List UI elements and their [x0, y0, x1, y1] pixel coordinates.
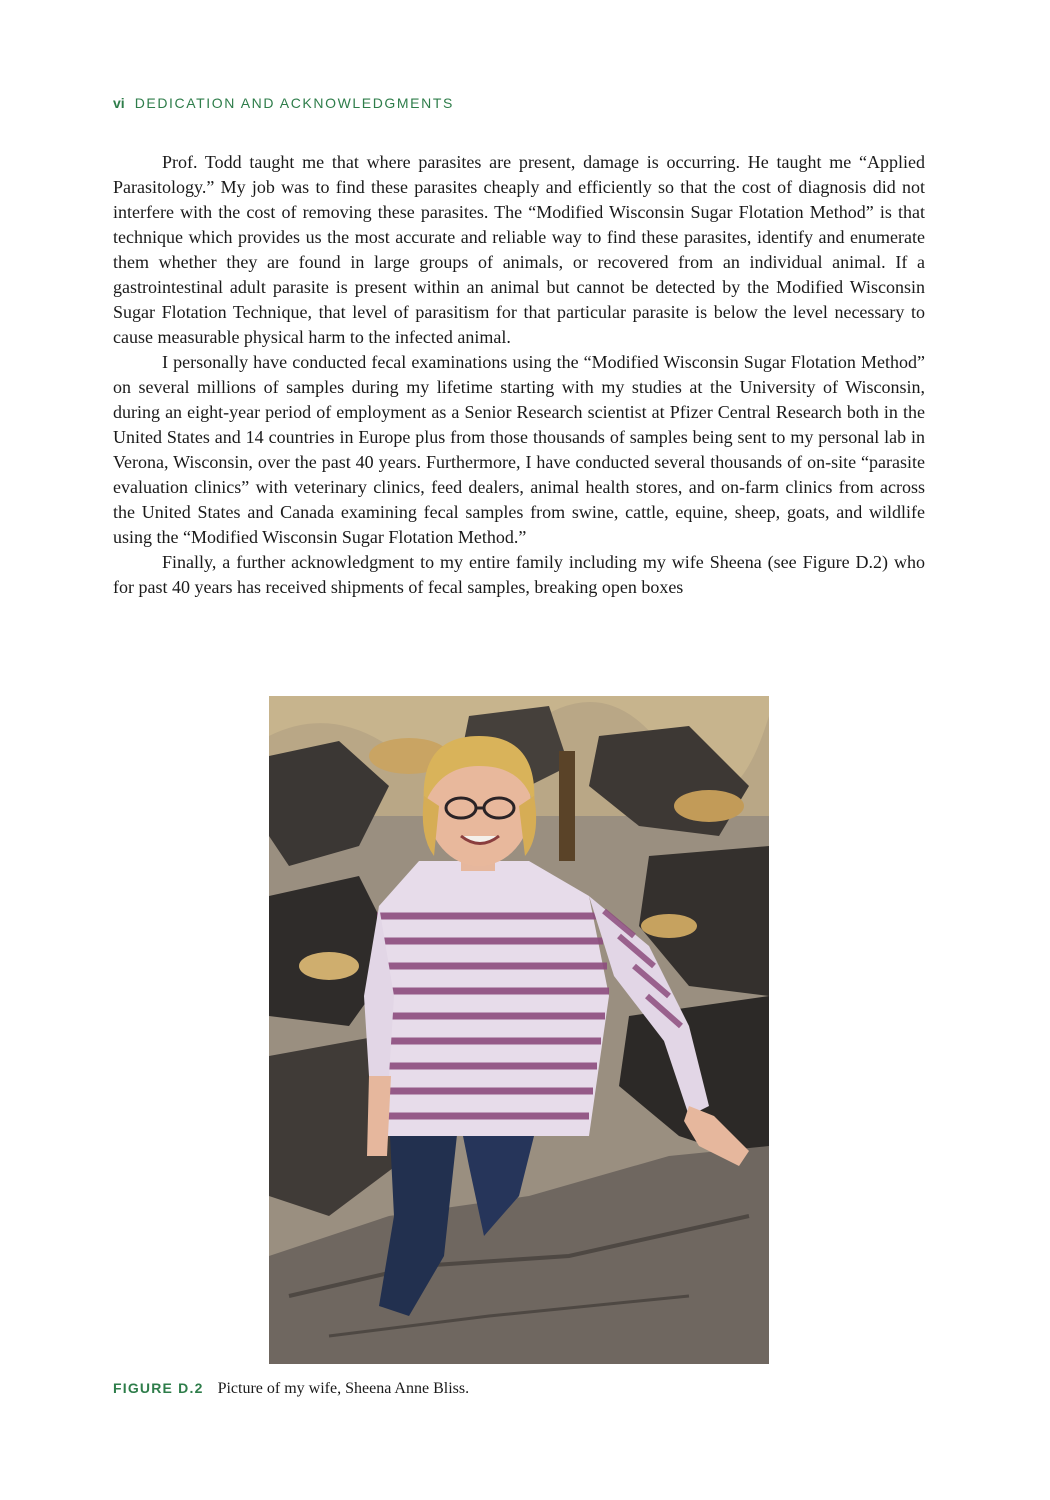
body-text [113, 150, 925, 600]
paragraph: Prof. Todd taught me that where parasites are present, damage is occurring. He taught me “Applied Parasitology.” My job was to find these parasites cheaply and efficiently so that the cost of diagnosis did not interfere with the cost of removing these parasites. The “Modified Wisconsin Sugar Flotation Method” is that technique which provides us the most accurate and reliable way to find these parasites, identify and enumerate them whether they are found in large groups of animals, or recovered from an individual animal. If a gastrointestinal adult parasite is present within an animal but cannot be detected by the Modified Wisconsin Sugar Flotation Technique, that level of parasitism for that particular parasite is below the level necessary to cause measurable physical harm to the infected animal. [113, 152, 925, 347]
chapter-title: DEDICATION AND ACKNOWLEDGMENTS [134, 95, 454, 111]
figure-caption [113, 1380, 469, 1398]
running-head [113, 95, 454, 111]
figure-label: FIGURE D.2 [113, 1380, 204, 1396]
paragraph: Finally, a further acknowledgment to my entire family including my wife Sheena (see Figure D.2) who for past 40 years has received shipments of fecal samples, breaking open boxes [113, 552, 925, 597]
page-number: vi [113, 95, 125, 111]
figure-photo [269, 696, 769, 1364]
paragraph: I personally have conducted fecal examinations using the “Modified Wisconsin Sugar Flotation Method” on several millions of samples during my lifetime starting with my studies at the University of Wisconsin, during an eight-year period of employment as a Senior Research scientist at Pfizer Central Research both in the United States and 14 countries in Europe plus from those thousands of samples being sent to my personal lab in Verona, Wisconsin, over the past 40 years. Furthermore, I have conducted several thousands of on-site “parasite evaluation clinics” with veterinary clinics, feed dealers, animal health stores, and on-farm clinics from across the United States and Canada examining fecal samples from swine, cattle, equine, sheep, goats, and wildlife using the “Modified Wisconsin Sugar Flotation Method.” [113, 352, 925, 547]
figure-caption-text: Picture of my wife, Sheena Anne Bliss. [217, 1380, 470, 1397]
photo-illustration [269, 696, 769, 1364]
